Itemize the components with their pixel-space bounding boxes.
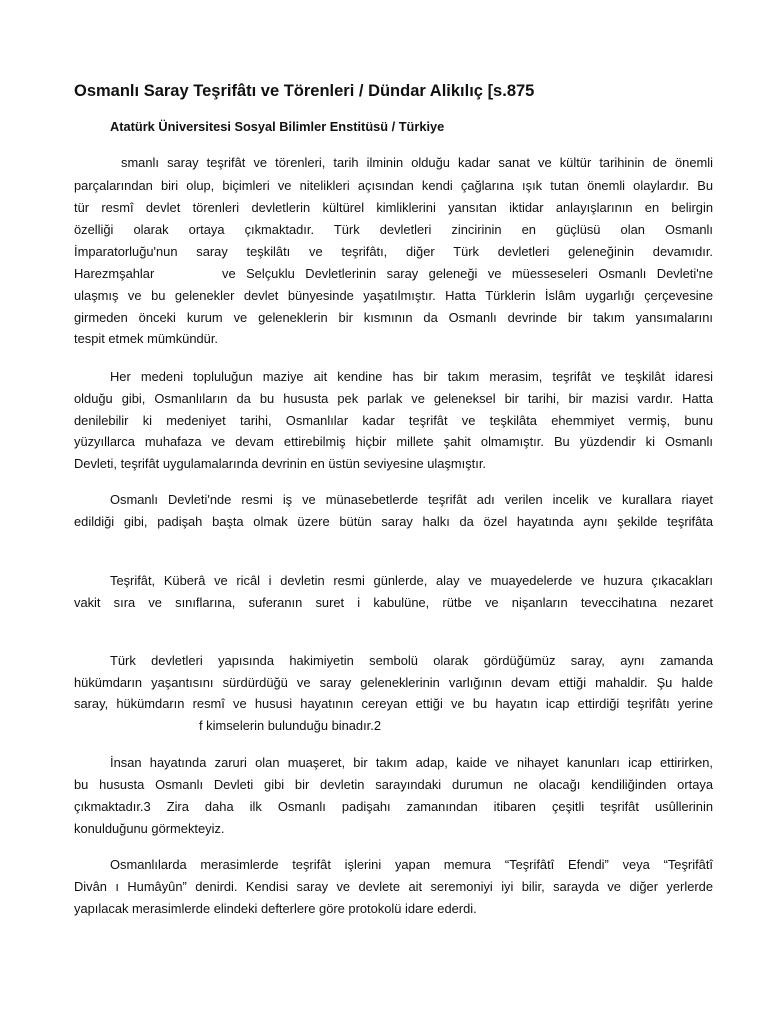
text-line: Türk devletleri yapısında hakimiyetin sembolü olarak gördüğümüz saray, aynı zamanda bbox=[110, 653, 713, 668]
text-line: İmparatorluğu'nun saray teşkilâtı ve teşrifâtı, diğer Türk devletleri geleneğinin devamıdır. bbox=[74, 244, 713, 259]
text-line: ve Selçuklu Devletlerinin saray geleneği ve müesseseleri Osmanlı Devleti'ne bbox=[222, 266, 713, 281]
text-line: vakit sıra ve sınıflarına, suferanın suret i kabulüne, rütbe ve nişanların teveccihatına nezaret bbox=[74, 595, 713, 610]
text-line: Osmanlılarda merasimlerde teşrifât işlerini yapan memura “Teşrifâtî Efendi” veya “Teşrifâtî bbox=[110, 857, 713, 872]
text-line: saray, hükümdarın resmî ve hususi hayatının cereyan ettiği ve bu hayatın icap ettirdiği teşrifâtı yerine bbox=[74, 696, 713, 711]
text-line: bu hususta Osmanlı Devleti gibi bir devletin sarayındaki durumun ne olacağı kendiliğinden ortaya bbox=[74, 777, 713, 792]
text-line: Osmanlı Devleti'nde resmi iş ve münasebetlerde teşrifât adı verilen incelik ve kurallara riayet bbox=[110, 492, 713, 507]
text-line: parçalarından biri olup, biçimleri ve nitelikleri açısından kendi çağlarına ışık tutan önemli olaylardır. Bu bbox=[74, 178, 713, 193]
text-line: hükümdarın yaşantısını sürdürdüğü ve saray geleneklerinin varlığının devam ettiği mahaldir. Şu halde bbox=[74, 675, 713, 690]
text-line: Teşrifât, Küberâ ve ricâl i devletin resmi günlerde, alay ve muayedelerde ve huzura çıkacakları bbox=[110, 573, 713, 588]
author-affiliation: Atatürk Üniversitesi Sosyal Bilimler Enstitüsü / Türkiye bbox=[110, 119, 445, 134]
text-line: smanlı saray teşrifât ve törenleri, tarih ilminin olduğu kadar sanat ve kültür tarihinin de önemli bbox=[121, 155, 713, 170]
text-line: İnsan hayatında zaruri olan muaşeret, bir takım adap, kaide ve nihayet kanunları icap ettirirken, bbox=[110, 755, 713, 770]
text-line: denilebilir ki medeniyet tarihi, Osmanlılar kadar teşrifât ve teşkilâta ehemmiyet vermiş, bunu bbox=[74, 413, 713, 428]
document-title: Osmanlı Saray Teşrifâtı ve Törenleri / Dündar Alikılıç [s.875 bbox=[74, 82, 535, 100]
text-line: Her medeni topluluğun maziye ait kendine has bir takım merasim, teşrifât ve teşkilât idaresi bbox=[110, 369, 713, 384]
text-line: ulaşmış ve bu gelenekler devlet bünyesinde yaşatılmıştır. Hatta Türklerin İslâm uygarlığı çerçevesine bbox=[74, 288, 713, 303]
text-line: tür resmî devlet törenleri devletlerin kültürel kimliklerini yansıtan iktidar anlayışlarının en belirgin bbox=[74, 200, 713, 215]
text-line: f kimselerin bulunduğu binadır.2 bbox=[199, 718, 382, 733]
text-line: konulduğunu görmekteyiz. bbox=[74, 821, 225, 836]
text-line: tespit etmek mümkündür. bbox=[74, 331, 219, 346]
text-line: Divân ı Humâyûn” denirdi. Kendisi saray ve devlete ait seremoniyi iyi bilir, sarayda ve diğer yerlerde bbox=[74, 879, 713, 894]
text-line: yüzyıllarca muhafaza ve devam ettirebilmiş hiçbir millete şahit olmamıştır. Bu yüzdendir ki Osmanlı bbox=[74, 434, 713, 449]
text-line: Harezmşahlar bbox=[74, 266, 155, 281]
text-line: özelliği olarak ortaya çıkmaktadır. Türk devletleri zincirinin en güçlüsü olan Osmanlı bbox=[74, 222, 713, 237]
text-line: yapılacak merasimlerde elindeki defterlere göre protokolü idare ederdi. bbox=[74, 901, 477, 916]
text-line: girmeden önceki kurum ve geleneklerin bir kısmının da Osmanlı devrinde bir takım yansımalarını bbox=[74, 310, 713, 325]
text-line: çıkmaktadır.3 Zira daha ilk Osmanlı padişahı zamanından itibaren çeşitli teşrifât usûllerinin bbox=[74, 799, 713, 814]
text-line: edildiği gibi, padişah başta olmak üzere bütün saray halkı da özel hayatında aynı şekilde teşrifâta bbox=[74, 514, 713, 529]
text-line: olduğu gibi, Osmanlıların da bu hususta pek parlak ve geleneksel bir tarihi, bir mazisi vardır. Hatta bbox=[74, 391, 713, 406]
text-line: Devleti, teşrifât uygulamalarında devrinin en üstün seviyesine ulaşmıştır. bbox=[74, 456, 486, 471]
